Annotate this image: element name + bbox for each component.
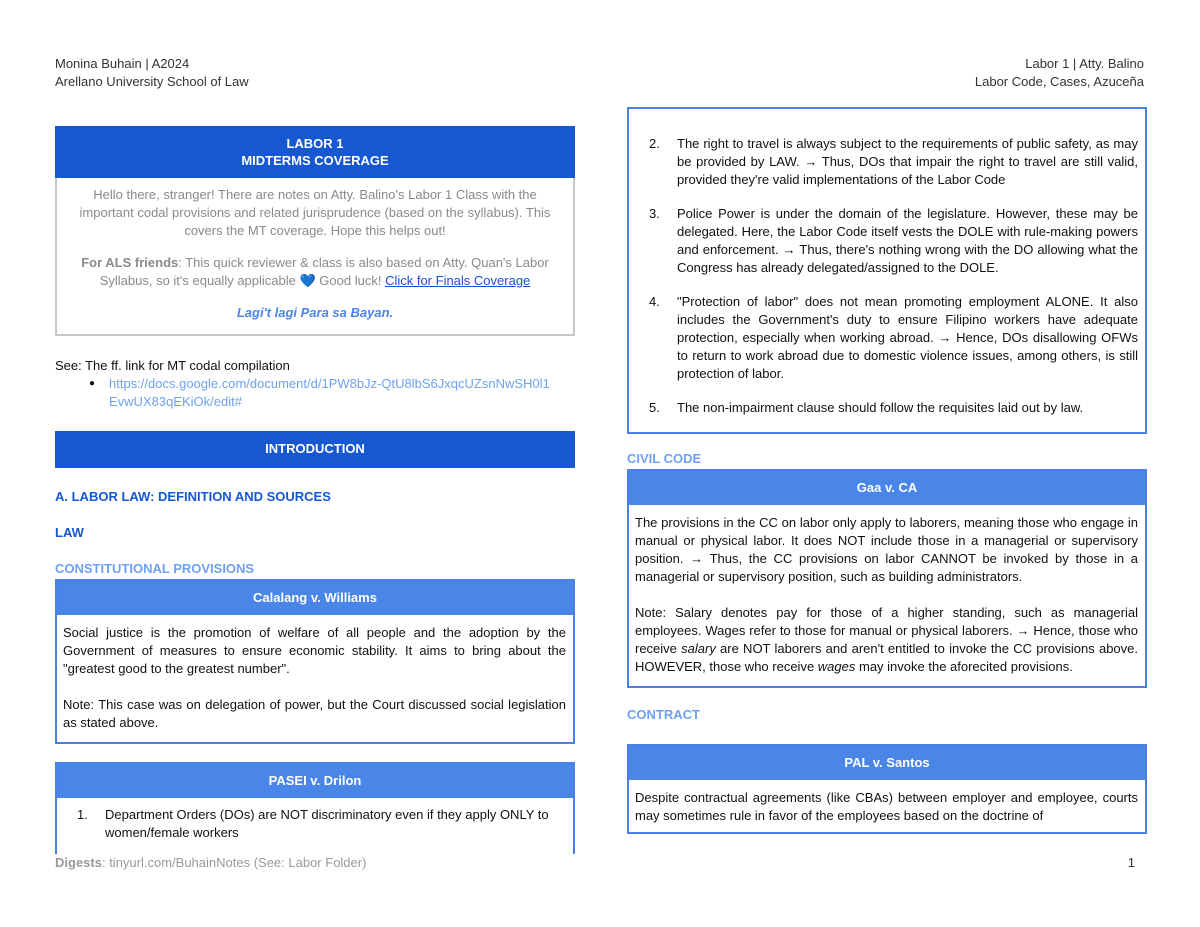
item-text: The non-impairment clause should follow the requisites laid out by law.: [677, 400, 1084, 415]
title-line2: MIDTERMS COVERAGE: [241, 153, 389, 168]
pasei-body-part1: [57, 798, 573, 854]
calalang-body: [57, 615, 573, 742]
gaa-salary: salary: [681, 641, 716, 656]
calalang-title: Calalang v. Williams: [57, 581, 573, 615]
gaa-p2-c: may invoke the aforecited provisions.: [855, 659, 1073, 674]
codal-compilation-link[interactable]: [109, 375, 550, 411]
als-label: For ALS friends: [81, 255, 179, 270]
calalang-p2: Note: This case was on delegation of power, but the Court discussed social legislation as stated above.: [63, 697, 566, 730]
civil-code-heading: CIVIL CODE: [627, 451, 702, 466]
pasei-title: PASEI v. Drilon: [57, 764, 573, 798]
pasei-item-5: [635, 399, 1138, 417]
gaa-p2: [635, 604, 1138, 676]
motto-text: Lagi't lagi Para sa Bayan: [236, 305, 390, 320]
title-bar: [55, 126, 575, 178]
pasei-body-part2: [629, 109, 1145, 427]
item-number: 4.: [649, 294, 660, 309]
pasei-item-4: [635, 293, 1138, 383]
header-left: [55, 55, 249, 91]
constitutional-heading: CONSTITUTIONAL PROVISIONS: [55, 561, 255, 576]
title-line1: LABOR 1: [286, 136, 344, 151]
pasei-box: [55, 762, 575, 854]
coverage-line: Labor Code, Cases, Azuceña: [974, 74, 1144, 89]
gaa-body: [629, 505, 1145, 686]
item-number: 5.: [649, 400, 660, 415]
item-number: 3.: [649, 206, 660, 221]
contract-heading: CONTRACT: [627, 707, 700, 722]
item-text: The right to travel is always subject to the requirements of public safety, as may be provided by LAW. → Thus, DOs that impair the right to travel are still valid, provided they're valid implementations of the Labor Code: [677, 136, 1138, 187]
pal-box: [627, 744, 1147, 834]
intro-box: [55, 178, 575, 336]
item-number: 1.: [77, 807, 88, 822]
see-link-label: See: The ff. link for MT codal compilation: [55, 358, 290, 373]
footer-digests: [55, 855, 366, 870]
motto: [67, 304, 563, 322]
gaa-p2-a: Note: Salary denotes pay for those of a higher standing, such as managerial employees. Wages refer to those for manual or physical laborers. → Hence, those who receive: [635, 605, 1138, 656]
right-column: [627, 107, 1147, 834]
gaa-box: [627, 469, 1147, 688]
school-line: Arellano University School of Law: [55, 74, 249, 89]
header-right: [975, 55, 1144, 91]
section-a-heading: A. LABOR LAW: DEFINITION AND SOURCES: [55, 489, 331, 504]
heart-icon: 💙: [299, 273, 316, 288]
item-text: "Protection of labor" does not mean promoting employment ALONE. It also includes the Government's duty to ensure Filipino workers have adequate protection, especially when working abroad. → Hence, DOs disallowing OFWs to return to work abroad due to domestic violence issues, among others, is still protection of labor.: [677, 294, 1138, 381]
pal-body: [629, 780, 1145, 834]
digests-label: Digests: [55, 855, 102, 870]
bullet-icon: ●: [88, 378, 95, 389]
calalang-p1: Social justice is the promotion of welfare of all people and the adoption by the Government of measures to ensure economic stability. It aims to bring about the "greatest good to the greatest number".: [63, 625, 566, 676]
url-line2: EvwUX83qEKiOk/edit#: [109, 394, 242, 409]
url-line1: https://docs.google.com/document/d/1PW8bJz-QtU8lbS6JxqcUZsnNwSH0l1: [109, 376, 550, 391]
pasei-box-continued: [627, 107, 1147, 434]
calalang-box: [55, 579, 575, 744]
als-text: : This quick reviewer & class is also based on Atty. Quan's Labor Syllabus, so it's equally applicable: [99, 255, 549, 288]
pasei-item-1: [63, 806, 566, 842]
finals-coverage-link[interactable]: Click for Finals Coverage: [385, 273, 531, 288]
pal-title: PAL v. Santos: [629, 746, 1145, 780]
item-text: Police Power is under the domain of the legislature. However, these may be delegated. Here, the Labor Code itself vests the DOLE with rule-making powers and enforcement. → Thus, there's nothing wrong with the DO allowing what the Congress has already delegated/assigned to the DOLE.: [677, 206, 1138, 275]
pasei-item-3: [635, 205, 1138, 277]
course-line: Labor 1 | Atty. Balino: [1025, 56, 1144, 71]
gaa-p2-b: are NOT laborers and aren't entitled to invoke the CC provisions above. HOWEVER, those who receive: [635, 641, 1138, 674]
law-heading: LAW: [55, 525, 84, 540]
left-column: [55, 126, 575, 854]
introduction-bar: INTRODUCTION: [55, 431, 575, 468]
gaa-title: Gaa v. CA: [629, 471, 1145, 505]
good-luck: Good luck!: [315, 273, 386, 288]
see-link-block: [55, 357, 575, 411]
gaa-p1: The provisions in the CC on labor only apply to laborers, meaning those who engage in manual or physical labor. It does NOT include those in a managerial or supervisory position. → Thus, the CC provisions on labor CANNOT be invoked by those in a managerial or supervisory position, such as building administrators.: [635, 515, 1138, 584]
pasei-item-2: [635, 135, 1138, 189]
author-line: Monina Buhain | A2024: [55, 56, 190, 71]
item-number: 2.: [649, 136, 660, 151]
intro-text: Hello there, stranger! There are notes on Atty. Balino's Labor 1 Class with the important codal provisions and related jurisprudence (based on the syllabus). This covers the MT coverage. Hope this helps out!: [79, 187, 551, 238]
als-note: [67, 254, 563, 290]
digests-text: : tinyurl.com/BuhainNotes (See: Labor Folder): [101, 855, 367, 870]
gaa-wages: wages: [817, 659, 856, 674]
item-text: Department Orders (DOs) are NOT discriminatory even if they apply ONLY to women/female workers: [105, 807, 549, 840]
pal-p1: Despite contractual agreements (like CBAs) between employer and employee, courts may sometimes rule in favor of the employees based on the doctrine of: [635, 790, 1138, 823]
page-number: 1: [1127, 855, 1135, 870]
motto-end: .: [389, 305, 394, 320]
